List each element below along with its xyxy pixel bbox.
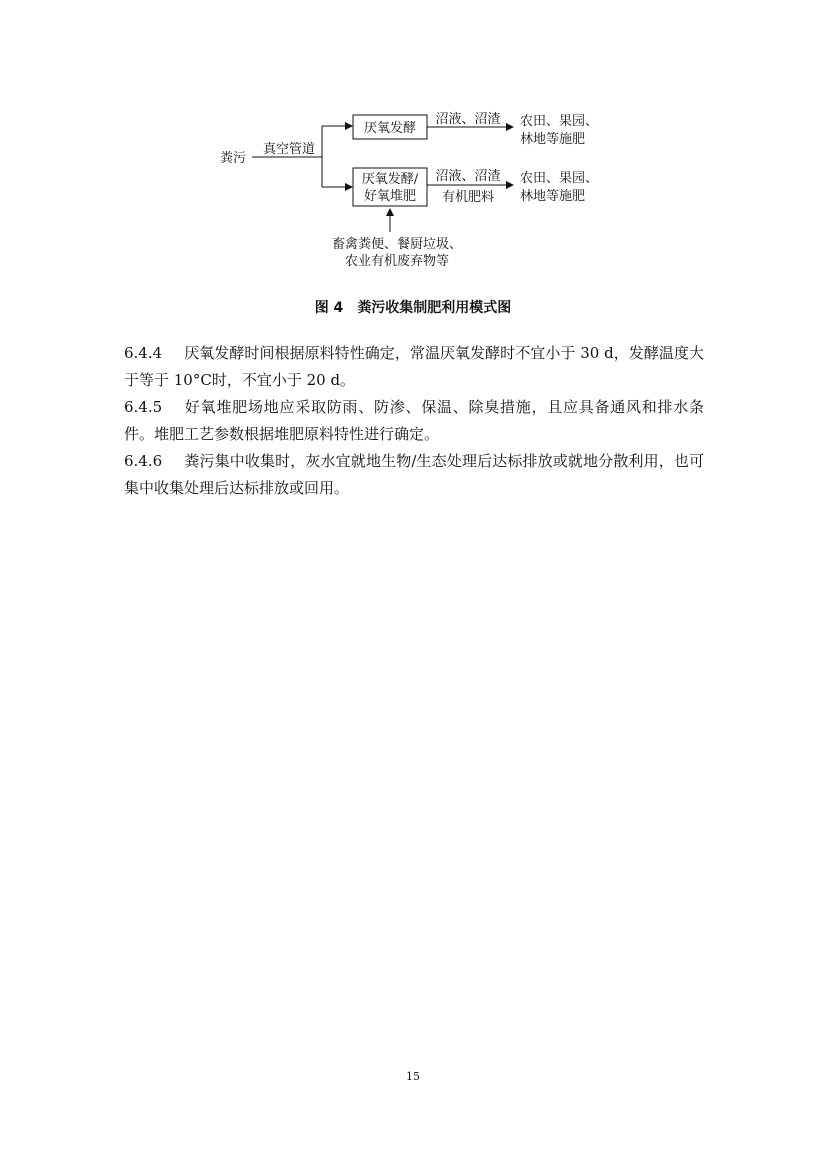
pipe-label: 真空管道: [263, 142, 316, 157]
paragraph-6-4-4: [124, 340, 704, 394]
dest-bottom-line2: 林地等施肥: [520, 189, 586, 204]
input-label-1: 畜禽粪便、餐厨垃圾、: [331, 237, 463, 252]
output-label-top: 沼液、沼渣: [435, 112, 501, 127]
paragraph-text: 厌氧发酵时间根据原料特性确定，常温厌氧发酵时不宜小于 30 d，发酵温度大于等于 10°C时，不宜小于 20 d。: [124, 344, 704, 389]
section-number: 6.4.4: [124, 344, 163, 362]
paragraph-text: 好氧堆肥场地应采取防雨、防渗、保温、除臭措施，且应具备通风和排水条件。堆肥工艺参数根据堆肥原料特性进行确定。: [124, 398, 704, 443]
flow-diagram: [0, 0, 826, 280]
figure-number: 图 4: [314, 300, 344, 316]
paragraph-text: 粪污集中收集时，灰水宜就地生物/生态处理后达标排放或就地分散利用，也可集中收集处理后达标排放或回用。: [124, 452, 704, 497]
dest-top-line1: 农田、果园、: [520, 114, 599, 129]
dest-top-line2: 林地等施肥: [520, 132, 586, 147]
anaerobic-box-label: 厌氧发酵: [363, 121, 417, 136]
input-label-2: 农业有机废弃物等: [344, 254, 450, 269]
page-number: 15: [406, 1070, 420, 1083]
paragraph-6-4-6: [124, 448, 704, 502]
section-number: 6.4.6: [124, 452, 163, 470]
dest-bottom-line1: 农田、果园、: [520, 171, 599, 186]
box2-line1: 厌氧发酵/: [361, 172, 419, 187]
figure-caption: [0, 297, 826, 317]
paragraph-6-4-5: [124, 394, 704, 448]
source-label: 粪污: [220, 151, 247, 166]
box2-line2: 好氧堆肥: [363, 189, 417, 204]
section-number: 6.4.5: [124, 398, 163, 416]
output-label-bottom-1: 沼液、沼渣: [435, 169, 501, 184]
output-label-bottom-2: 有机肥料: [441, 190, 495, 205]
figure-title: 粪污收集制肥利用模式图: [357, 300, 512, 316]
body-text: [124, 340, 704, 502]
